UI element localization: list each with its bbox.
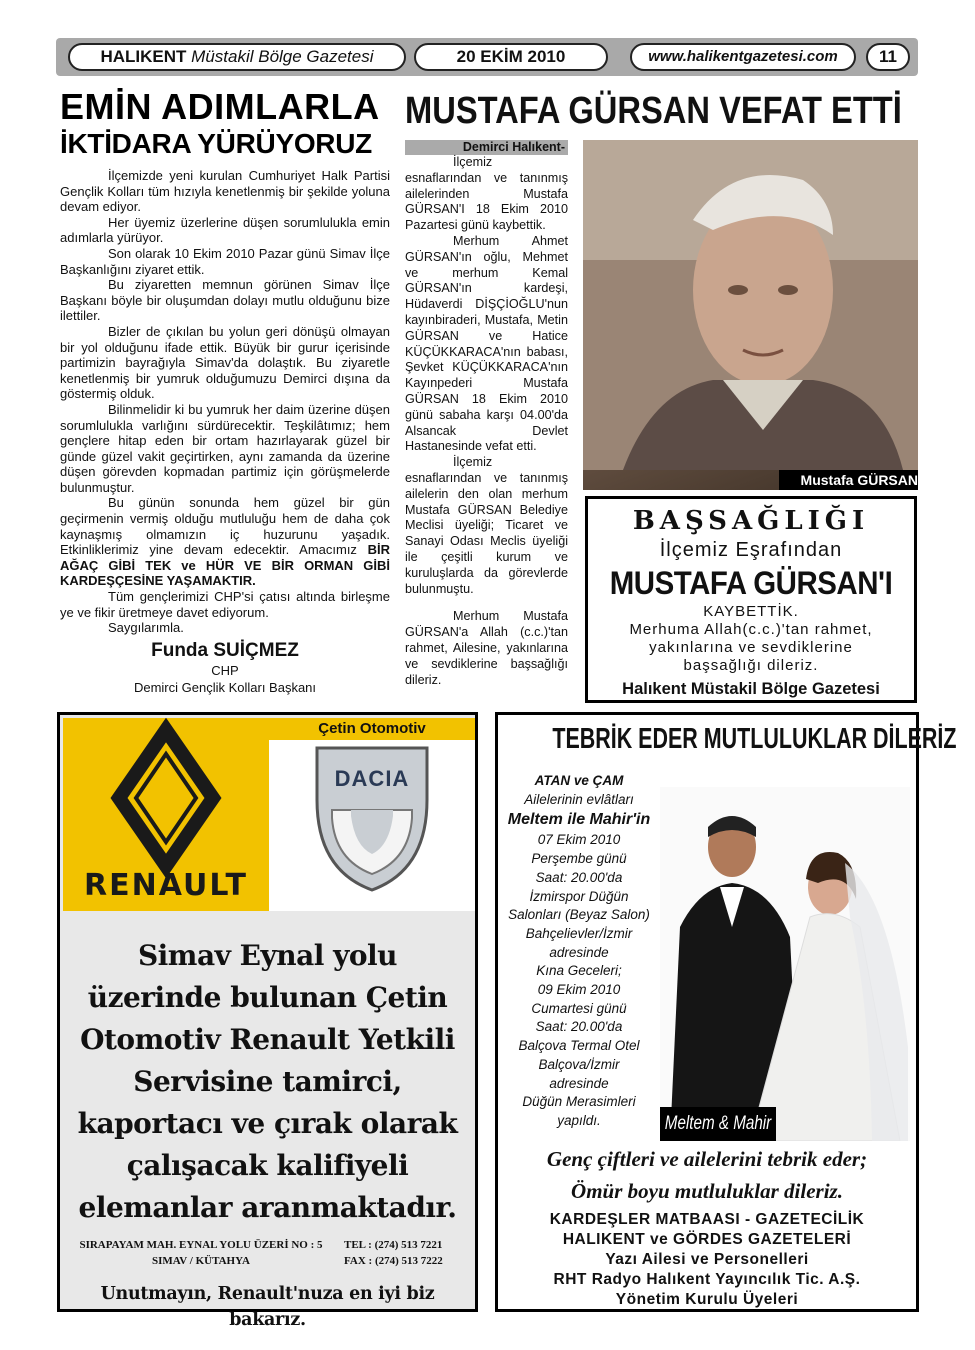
fax-number: FAX : (274) 513 7222 <box>344 1255 443 1267</box>
condolence-line: KAYBETTİK. <box>703 603 799 620</box>
ad-line: kaportacı ve çırak olarak <box>77 1107 458 1140</box>
signature-name: Funda SUİÇMEZ <box>151 639 299 661</box>
wish-line: Genç çiftleri ve ailelerini tebrik eder; <box>546 1147 868 1171</box>
signature-org: CHP <box>211 662 239 678</box>
page-header <box>56 38 918 76</box>
wedding-title: TEBRİK EDER MUTLULUKLAR DİLERİZ <box>552 723 957 755</box>
signature-line: KARDEŞLER MATBAASI - GAZETECİLİK <box>549 1211 865 1228</box>
website-url[interactable]: www.halikentgazetesi.com <box>648 48 838 65</box>
families-line: ATAN ve ÇAM <box>534 773 624 788</box>
page-number-pill <box>866 43 910 71</box>
detail-line: adresinde <box>549 1075 609 1091</box>
website-pill <box>630 43 856 71</box>
detail-line: Salonları (Beyaz Salon) <box>508 907 650 923</box>
condolence-line: başsağlığı dileriz. <box>683 657 819 674</box>
signature-line: HALIKENT ve GÖRDES GAZETELERİ <box>562 1231 852 1248</box>
detail-line: 07 Ekim 2010 <box>537 832 621 848</box>
death-article-body <box>405 140 568 700</box>
signature-title: Demirci Gençlik Kolları Başkanı <box>133 679 317 695</box>
detail-line: Düğün Merasimleri <box>522 1094 636 1110</box>
detail-line: yapıldı. <box>557 1112 601 1128</box>
couple-names: Meltem ile Mahir'in <box>507 811 651 829</box>
death-paragraph: İlçemiz esnaflarından ve tanınmış ailelerin den olan merhum Mustafa GÜRSAN Belediye Meclisi üyeliği; Ticaret ve Sanayi Odası Meclis üyeliği ile çeşitli kurum ve kuruluşlarda da görevlerde bulunmuştu. <box>405 455 568 596</box>
photo-caption: Mustafa GÜRSAN <box>779 470 918 490</box>
article-paragraph: İlçemizde yeni kurulan Cumhuriyet Halk Partisi Gençlik Kolları tüm hızıyla kenetlenmiş bir şekilde yoluna devam ediyor. <box>60 168 390 215</box>
article-paragraph: Bilinmelidir ki bu yumruk her daim üzerine düşen sorumlulukla varlığını sürdürecektir. Teşkilâtımız; hem gençlere hitap eden bir ortam hazırlayarak güzel bir günde güzel vakit geçirtirken, aynı zamanda da üzerine düşen görevden kopmadan partimiz için görüşmelerde bulunmuştur. <box>60 401 390 495</box>
article-paragraph: Bizler de çıkılan bu yolun geri dönüşü olmayan bir yol olduğunu ifade ettik. Büyük bir gurur içerisinde partimizin bayrağıyla Simav'da dolaştık. Bu ziyaretle kenetlenmiş bir yumruk olduğumuzu Demirci dışına da göstermiş olduk. <box>60 323 390 402</box>
detail-line: Kına Geceleri; <box>536 963 622 979</box>
renault-ad-text <box>60 935 475 1229</box>
dacia-logo-panel <box>269 718 475 911</box>
issue-date: 20 EKİM 2010 <box>456 47 566 66</box>
condolence-name: MUSTAFA GÜRSAN'I <box>609 565 893 601</box>
families-line2: Ailelerinin evlâtları <box>524 791 634 807</box>
wedding-signatures <box>498 1210 916 1310</box>
signature-block <box>60 640 390 696</box>
article-paragraph <box>60 495 390 589</box>
death-title: MUSTAFA GÜRSAN VEFAT ETTİ <box>405 90 902 132</box>
renault-ad <box>57 712 478 1330</box>
wish-line: Ömür boyu mutluluklar dileriz. <box>571 1179 843 1203</box>
article-body <box>60 168 390 636</box>
condolence-line: İlçemiz Eşrafından <box>659 539 843 561</box>
condolence-box <box>585 496 917 703</box>
left-article <box>60 88 390 703</box>
paper-subtitle: Müstakil Bölge Gazetesi <box>191 47 374 66</box>
dateline: Demirci Halıkent- <box>405 140 568 155</box>
portrait-photo <box>583 140 918 490</box>
detail-line: Saat: 20.00'da <box>535 1019 623 1035</box>
bold-motto: BİR AĞAÇ GİBİ TEK ve HÜR VE BİR ORMAN GİBİ KARDEŞÇESİNE YAŞAMAKTIR. <box>60 542 390 589</box>
signature-line: Yazı Ailesi ve Personelleri <box>605 1251 809 1268</box>
detail-line: adresinde <box>549 944 609 960</box>
signature-line: RHT Radyo Halıkent Yayıncılık Tic. A.Ş. <box>553 1271 861 1288</box>
article-paragraph: Her üyemiz üzerlerine düşen sorumlulukla emin adımlarla yürüyor. <box>60 214 390 246</box>
death-paragraph: Merhum Ahmet GÜRSAN'ın oğlu, Mehmet ve merhum Kemal GÜRSAN'ın kardeşi, Hüdaverdi DİŞÇİOĞLU'nun kayınbiraderi, Mustafa, Metin GÜRSAN ve Hatice KÜÇÜKKARACA'nın babası, Şevket KÜÇÜKKARACA'nın Kayınpederi Mustafa GÜRSAN 18 Ekim 2010 günü sabaha karşı 04.00'da Alsancak Devlet Hastanesinde vefat etti. <box>405 233 568 454</box>
paper-name: HALIKENT <box>100 47 187 66</box>
ad-line: çalışacak kalifiyeli <box>126 1149 409 1182</box>
condolence-signature: Halıkent Müstakil Bölge Gazetesi <box>622 680 880 698</box>
condolence-heading: BAŞSAĞLIĞI <box>632 506 870 536</box>
condolence-line: Merhuma Allah(c.c.)'tan rahmet, <box>629 621 873 638</box>
article-title-line1: EMİN ADIMLARLA <box>60 86 380 127</box>
detail-line: Cumartesi günü <box>531 1000 627 1016</box>
article-paragraph: Tüm gençlerimizi CHP'si çatısı altında birleşme ye ve fikir üretmeye davet ediyorum. <box>60 589 390 620</box>
renault-word: RENAULT <box>84 868 248 903</box>
article-paragraph: Son olarak 10 Ekim 2010 Pazar günü Simav İlçe Başkanlığını ziyaret ettik. <box>60 245 390 277</box>
wedding-ad <box>495 712 957 1312</box>
ad-slogan: Unutmayın, Renault'nuza en iyi biz bakarız. <box>100 1284 435 1330</box>
portrait-illustration <box>583 140 918 470</box>
address-line: SIRAPAYAM MAH. EYNAL YOLU ÜZERİ NO : 5 <box>79 1239 323 1251</box>
page-number: 11 <box>879 47 897 66</box>
phone-number: TEL : (274) 513 7221 <box>344 1239 443 1251</box>
wedding-photo <box>660 787 910 1141</box>
contact-block <box>344 1237 472 1269</box>
address-block <box>66 1237 336 1269</box>
death-paragraph: Merhum Mustafa GÜRSAN'a Allah (c.c.)'tan rahmet, Ailesine, yakınlarına ve sevdiklerine başsağlığı dileriz. <box>405 609 568 687</box>
dealer-banner: Çetin Otomotiv <box>269 718 475 740</box>
death-paragraph: İlçemiz esnaflarından ve tanınmış ailelerinden Mustafa GÜRSAN'I 18 Ekim 2010 Pazartesi günü kaybettik. <box>405 155 568 233</box>
wedding-photo-caption: Meltem & Mahir <box>660 1107 776 1141</box>
ad-line: Otomotiv Renault Yetkili <box>80 1023 455 1056</box>
masthead-pill <box>68 43 406 71</box>
couple-illustration <box>660 787 910 1141</box>
ad-line: üzerinde bulunan Çetin <box>87 981 448 1014</box>
condolence-line: yakınlarına ve sevdiklerine <box>649 639 853 656</box>
article-title-line2: İKTİDARA YÜRÜYORUZ <box>60 128 372 159</box>
date-pill <box>414 43 608 71</box>
detail-line: 09 Ekim 2010 <box>537 982 621 998</box>
paragraph-text: Bu günün sonunda hem güzel bir gün geçirmenin vermiş olduğu mutluluğu hem de daha çok kaynaşmış olmamızın iç huzurunu yaşadık. Etkinliklerimiz yine devam edecektir. Amacımız <box>60 495 390 558</box>
detail-line: Balçova Termal Otel <box>518 1038 640 1054</box>
ad-line: Servisine tamirci, <box>133 1065 402 1098</box>
detail-line: Saat: 20.00'da <box>535 869 623 885</box>
detail-line: Bahçelievler/İzmir <box>525 925 633 941</box>
signature-line: Yönetim Kurulu Üyeleri <box>615 1291 799 1308</box>
renault-logo-panel <box>63 718 269 911</box>
detail-line: İzmirspor Düğün <box>529 888 629 904</box>
dacia-word: DACIA <box>334 766 410 791</box>
article-paragraph: Bu ziyaretten memnun görünen Simav İlçe Başkanı böyle bir oluşumdan dolayı mutlu olduğunu bize ilettiler. <box>60 277 390 324</box>
wedding-details <box>504 772 654 1131</box>
ad-line: elemanlar aranmaktadır. <box>78 1191 457 1224</box>
article-closing: Saygılarımla. <box>108 620 184 636</box>
address-line: SIMAV / KÜTAHYA <box>151 1255 250 1267</box>
ad-line: Simav Eynal yolu <box>137 939 398 972</box>
detail-line: Balçova/İzmir <box>538 1056 620 1072</box>
detail-line: Perşembe günü <box>531 851 627 867</box>
